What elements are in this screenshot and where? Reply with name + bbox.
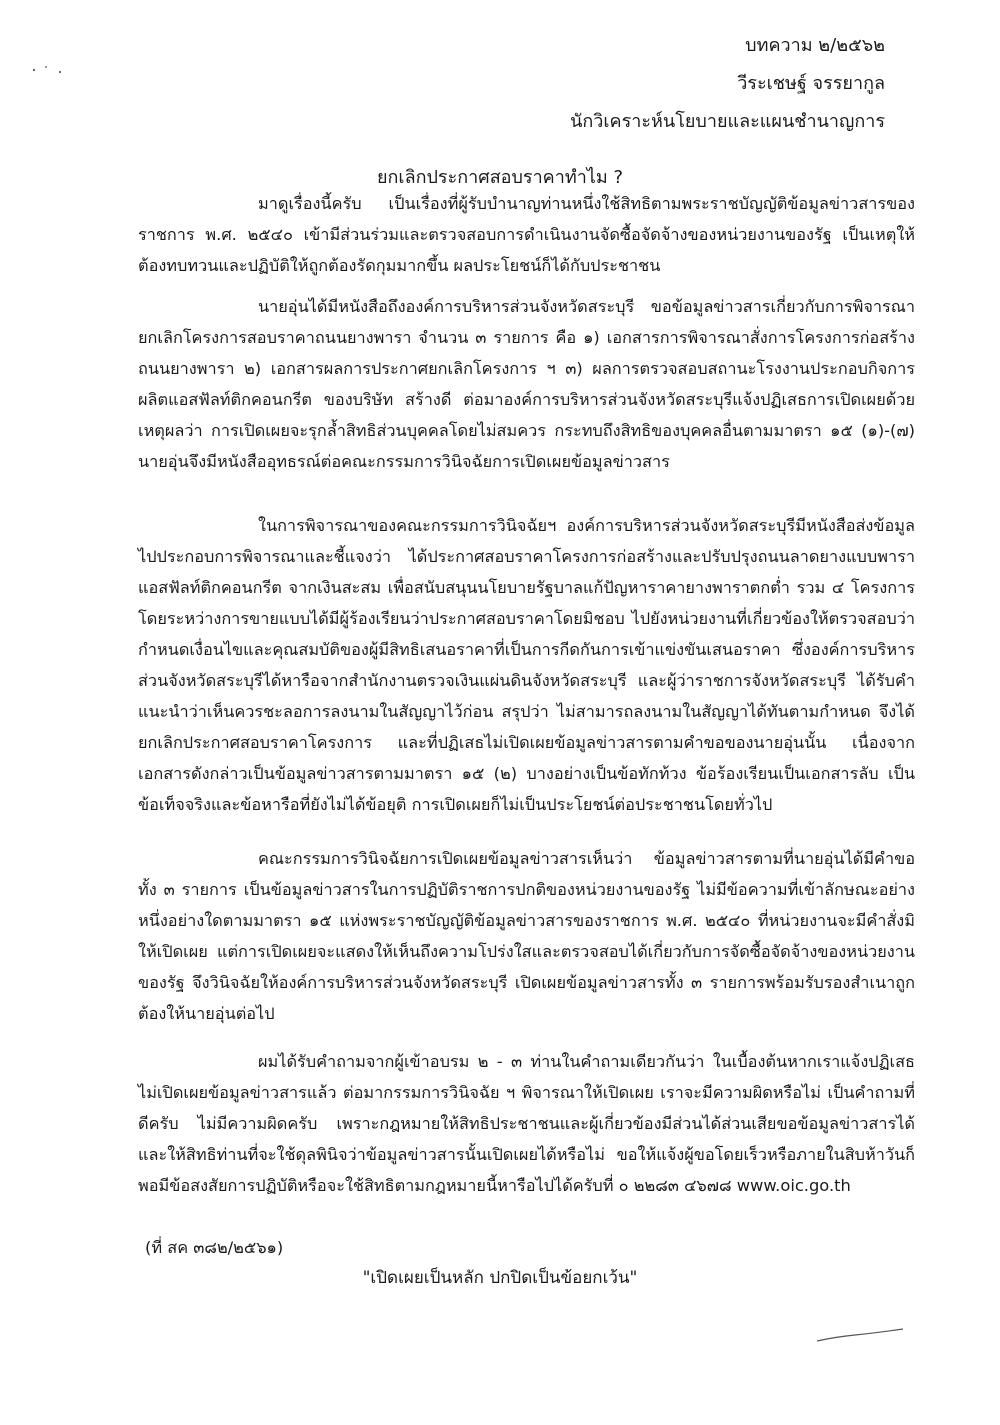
paragraph-request: นายอุ่นได้มีหนังสือถึงองค์การบริหารส่วนจังหวัดสระบุรี ขอข้อมูลข่าวสารเกี่ยวกับการพิจารณายกเลิกโครงการสอบราคาถนนยางพารา จำนวน ๓ รายการ คือ ๑) เอกสารการพิจารณาสั่งการโครงการก่อสร้างถนนยางพารา ๒) เอกสารผลการประกาศยกเลิกโครงการ ฯ ๓) ผลการตรวจสอบสถานะโรงงานประกอบกิจการผลิตแอสฟัลท์ติกคอนกรีต ของบริษัท สร้างดี ต่อมาองค์การบริหารส่วนจังหวัดสระบุรีแจ้งปฏิเสธการเปิดเผยด้วยเหตุผลว่า การเปิดเผยจะรุกล้ำสิทธิส่วนบุคคลโดยไม่สมควร กระทบถึงสิทธิของบุคคลอื่นตามมาตรา ๑๕ (๑)-(๗) นายอุ่นจึงมีหนังสืออุทธรณ์ต่อคณะกรรมการวินิจฉัยการเปิดเผยข้อมูลข่าวสาร (138, 297, 915, 471)
article-title: ยกเลิกประกาศสอบราคาทำไม ? (376, 167, 624, 188)
reference-number: (ที่ สค ๓๘๒/๒๕๖๑) (145, 1238, 284, 1257)
scan-speck-mark (30, 62, 70, 78)
author-name: วีระเชษฐ์ จรรยากูล (737, 73, 885, 94)
author-position: นักวิเคราะห์นโยบายและแผนชำนาญการ (570, 111, 885, 132)
paragraph-intro: มาดูเรื่องนี้ครับ เป็นเรื่องที่ผู้รับบำนาญท่านหนึ่งใช้สิทธิตามพระราชบัญญัติข้อมูลข่าวสารของราชการ พ.ศ. ๒๕๔๐ เข้ามีส่วนร่วมและตรวจสอบการดำเนินงานจัดซื้อจัดจ้างของหน่วยงานของรัฐ เป็นเหตุให้ต้องทบทวนและปฏิบัติให้ถูกต้องรัดกุมมากขึ้น ผลประโยชน์ก็ได้กับประชาชน (138, 194, 915, 275)
paragraph-consideration: ในการพิจารณาของคณะกรรมการวินิจฉัยฯ องค์การบริหารส่วนจังหวัดสระบุรีมีหนังสือส่งข้อมูลไปประกอบการพิจารณาและชี้แจงว่า ได้ประกาศสอบราคาโครงการก่อสร้างและปรับปรุงถนนลาดยางแบบพาราแอสฟัลท์ติกคอนกรีต จากเงินสะสม เพื่อสนับสนุนนโยบายรัฐบาลแก้ปัญหาราคายางพาราตกต่ำ รวม ๔ โครงการ โดยระหว่างการขายแบบได้มีผู้ร้องเรียนว่าประกาศสอบราคาโดยมิชอบ ไปยังหน่วยงานที่เกี่ยวข้องให้ตรวจสอบว่ากำหนดเงื่อนไขและคุณสมบัติของผู้มีสิทธิเสนอราคาที่เป็นการกีดกันการเข้าแข่งขันเสนอราคา ซึ่งองค์การบริหารส่วนจังหวัดสระบุรีได้หารือจากสำนักงานตรวจเงินแผ่นดินจังหวัดสระบุรี และผู้ว่าราชการจังหวัดสระบุรี ได้รับคำแนะนำว่าเห็นควรชะลอการลงนามในสัญญาไว้ก่อน สรุปว่า ไม่สามารถลงนามในสัญญาได้ทันตามกำหนด จึงได้ยกเลิกประกาศสอบราคาโครงการ และที่ปฏิเสธไม่เปิดเผยข้อมูลข่าวสารตามคำขอของนายอุ่นนั้น เนื่องจากเอกสารดังกล่าวเป็นข้อมูลข่าวสารตามมาตรา ๑๕ (๒) บางอย่างเป็นข้อทักท้วง ข้อร้องเรียนเป็นเอกสารลับ เป็นข้อเท็จจริงและข้อหารือที่ยังไม่ได้ข้อยุติ การเปิดเผยก็ไม่เป็นประโยชน์ต่อประชาชนโดยทั่วไป (138, 516, 915, 814)
paragraph-decision: คณะกรรมการวินิจฉัยการเปิดเผยข้อมูลข่าวสารเห็นว่า ข้อมูลข่าวสารตามที่นายอุ่นได้มีคำขอทั้ง ๓ รายการ เป็นข้อมูลข่าวสารในการปฏิบัติราชการปกติของหน่วยงานของรัฐ ไม่มีข้อความที่เข้าลักษณะอย่างหนึ่งอย่างใดตามมาตรา ๑๕ แห่งพระราชบัญญัติข้อมูลข่าวสารของราชการ พ.ศ. ๒๕๔๐ ที่หน่วยงานจะมีคำสั่งมิให้เปิดเผย แต่การเปิดเผยจะแสดงให้เห็นถึงความโปร่งใสและตรวจสอบได้เกี่ยวกับการจัดซื้อจัดจ้างของหน่วยงานของรัฐ จึงวินิจฉัยให้องค์การบริหารส่วนจังหวัดสระบุรี เปิดเผยข้อมูลข่าวสารทั้ง ๓ รายการพร้อมรับรองสำเนาถูกต้องให้นายอุ่นต่อไป (138, 849, 915, 1023)
closing-motto: "เปิดเผยเป็นหลัก ปกปิดเป็นข้อยกเว้น" (362, 1268, 638, 1288)
scan-scribble-mark (815, 1325, 905, 1345)
paragraph-qa: ผมได้รับคำถามจากผู้เข้าอบรม ๒ - ๓ ท่านในคำถามเดียวกันว่า ในเบื้องต้นหากเราแจ้งปฏิเสธไม่เปิดเผยข้อมูลข่าวสารแล้ว ต่อมากรรมการวินิจฉัย ฯ พิจารณาให้เปิดเผย เราจะมีความผิดหรือไม่ เป็นคำถามที่ดีครับ ไม่มีความผิดครับ เพราะกฎหมายให้สิทธิประชาชนและผู้เกี่ยวข้องมีส่วนได้ส่วนเสียขอข้อมูลข่าวสารได้ และให้สิทธิท่านที่จะใช้ดุลพินิจว่าข้อมูลข่าวสารนั้นเปิดเผยได้หรือไม่ ขอให้แจ้งผู้ขอโดยเร็วหรือภายในสิบห้าวันก็พอมีข้อสงสัยการปฏิบัติหรือจะใช้สิทธิตามกฎหมายนี้หารือไปได้ครับที่ ๐ ๒๒๘๓ ๔๖๗๘ www.oic.go.th (138, 1052, 915, 1195)
doc-number: บทความ ๒/๒๕๖๒ (745, 35, 885, 56)
